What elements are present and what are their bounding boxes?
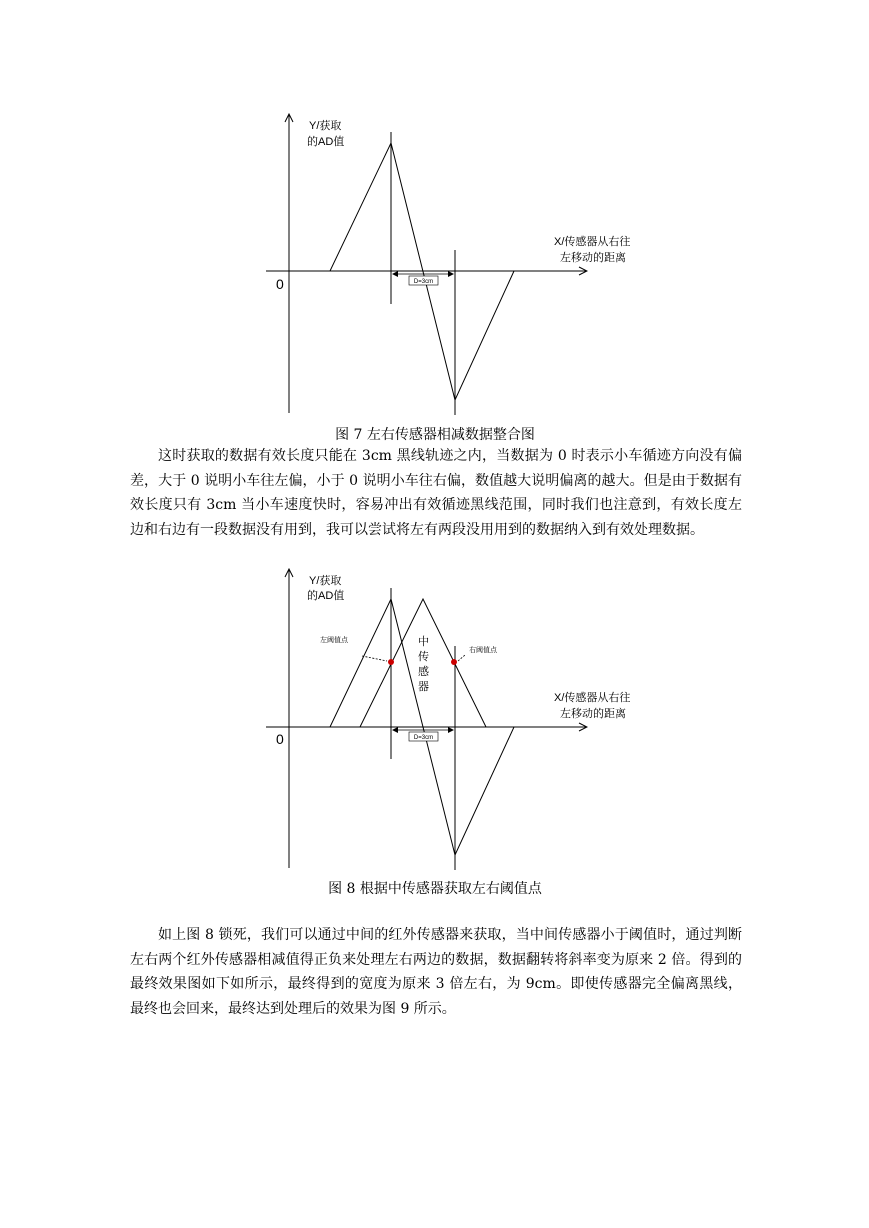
fig8-right-threshold-label: 右阈值点 <box>469 647 497 654</box>
fig7-y-label-2: 的AD值 <box>307 136 345 148</box>
fig8-left-threshold-leader <box>362 656 387 661</box>
fig8-middle-sensor-char-3: 感 <box>418 665 429 678</box>
fig8-origin-label: 0 <box>276 731 284 747</box>
figure-8 <box>266 569 630 870</box>
fig8-x-label-2: 左移动的距离 <box>560 708 626 720</box>
fig7-distance-label: D=3cm <box>413 279 434 285</box>
fig8-y-label-2: 的AD值 <box>307 590 345 602</box>
figure-7 <box>266 114 630 415</box>
fig8-x-label-1: X/传感器从右往 <box>554 692 631 704</box>
fig8-right-threshold-leader <box>458 655 465 661</box>
fig8-middle-sensor-char-1: 中 <box>418 635 429 648</box>
fig8-middle-sensor-char-4: 器 <box>418 680 429 693</box>
paragraph-2: 如上图 8 锁死，我们可以通过中间的红外传感器来获取，当中间传感器小于阈值时，通过判断左右两个红外传感器相减值得正负来处理左右两边的数据，数据翻转将斜率变为原来 2 倍。得到的最终效果图如下如所示，最终得到的宽度为原来 3 倍左右，为 9cm。即使传感器完全偏离黑线，最终也会回来，最终达到处理后的效果为图 9 所示。 <box>130 927 742 1017</box>
fig8-distance-label: D=3cm <box>413 735 434 741</box>
fig7-origin-label: 0 <box>276 276 284 292</box>
fig8-left-threshold-point <box>388 659 394 665</box>
fig8-right-threshold-point <box>451 659 457 665</box>
fig7-x-label-1: X/传感器从右往 <box>554 236 631 248</box>
paragraph-1: 这时获取的数据有效长度只能在 3cm 黑线轨迹之内，当数据为 0 时表示小车循迹方向没有偏差，大于 0 说明小车往左偏，小于 0 说明小车往右偏，数值越大说明偏离的越大。但是由于数据有效长度只有 3cm 当小车速度快时，容易冲出有效循迹黑线范围，同时我们也注意到，有效长度左边和右边有一段数据没有用到，我可以尝试将左有两段没用用到的数据纳入到有效处理数据。 <box>130 448 742 538</box>
figure-8-caption: 图 8 根据中传感器获取左右阈值点 <box>328 881 542 897</box>
fig8-middle-sensor-curve <box>345 599 500 727</box>
fig7-x-label-2: 左移动的距离 <box>560 252 626 264</box>
fig7-y-label-1: Y/获取 <box>309 120 342 132</box>
fig8-middle-sensor-char-2: 传 <box>418 650 429 663</box>
figure-7-caption: 图 7 左右传感器相减数据整合图 <box>335 427 535 443</box>
fig8-left-threshold-label: 左阈值点 <box>320 637 348 644</box>
fig8-y-label-1: Y/获取 <box>309 575 342 587</box>
